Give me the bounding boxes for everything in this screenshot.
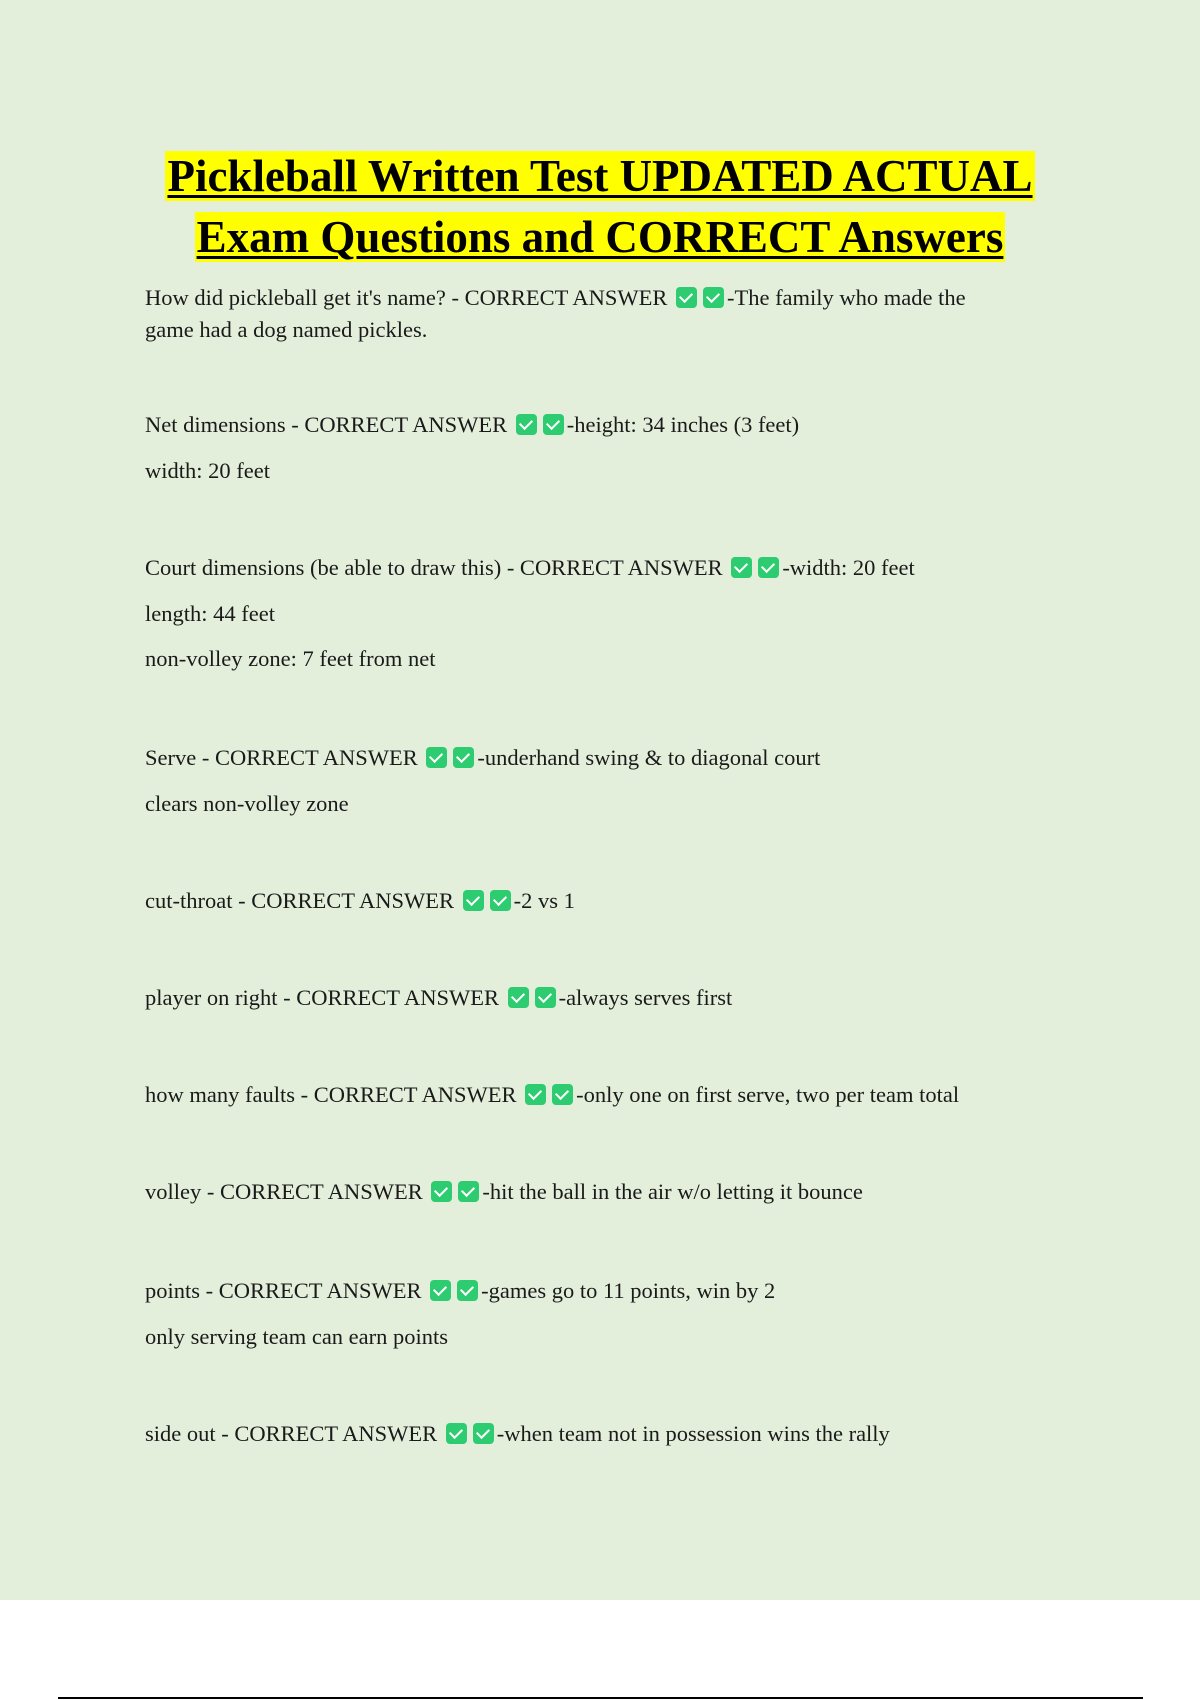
check-icon [458, 1181, 479, 1202]
answer-extra-line: only serving team can earn points [145, 1324, 449, 1349]
check-icon [758, 557, 779, 578]
question-text: points - CORRECT ANSWER [145, 1278, 422, 1303]
answer-text: -when team not in possession wins the rally [496, 1421, 890, 1446]
qa-item [145, 885, 575, 917]
answer-extra-line: clears non-volley zone [145, 791, 349, 816]
check-icon [516, 414, 537, 435]
qa-item [145, 1079, 959, 1111]
check-icon [525, 1084, 546, 1105]
title-line-2: Exam Questions and CORRECT Answers [196, 212, 1004, 262]
check-icon [731, 557, 752, 578]
qa-item [145, 282, 966, 346]
question-text: cut-throat - CORRECT ANSWER [145, 888, 454, 913]
qa-item [145, 1176, 863, 1208]
answer-text: -underhand swing & to diagonal court [477, 745, 821, 770]
check-icon [426, 747, 447, 768]
question-text: Net dimensions - CORRECT ANSWER [145, 412, 508, 437]
check-icon [703, 287, 724, 308]
footer-divider [58, 1697, 1143, 1699]
answer-text: -The family who made the [726, 285, 966, 310]
answer-continuation: game had a dog named pickles. [145, 317, 428, 342]
answer-text: -width: 20 feet [782, 555, 915, 580]
answer-text: -always serves first [558, 985, 733, 1010]
check-icon [543, 414, 564, 435]
check-icon [453, 747, 474, 768]
check-icon [473, 1423, 494, 1444]
check-icon [430, 1280, 451, 1301]
answer-text: -hit the ball in the air w/o letting it bounce [482, 1179, 863, 1204]
title-line-1: Pickleball Written Test UPDATED ACTUAL [167, 151, 1033, 201]
qa-item [145, 1418, 890, 1450]
qa-item [145, 742, 820, 820]
question-text: Serve - CORRECT ANSWER [145, 745, 418, 770]
document-title [0, 146, 1200, 268]
question-text: how many faults - CORRECT ANSWER [145, 1082, 517, 1107]
check-icon [535, 987, 556, 1008]
check-icon [463, 890, 484, 911]
answer-extra-line: non-volley zone: 7 feet from net [145, 646, 436, 671]
qa-item [145, 1275, 775, 1353]
answer-text: -height: 34 inches (3 feet) [566, 412, 800, 437]
question-text: How did pickleball get it's name? - CORRECT ANSWER [145, 285, 668, 310]
question-text: side out - CORRECT ANSWER [145, 1421, 438, 1446]
check-icon [431, 1181, 452, 1202]
qa-item [145, 552, 915, 675]
question-text: player on right - CORRECT ANSWER [145, 985, 499, 1010]
question-text: Court dimensions (be able to draw this) - CORRECT ANSWER [145, 555, 723, 580]
answer-extra-line: width: 20 feet [145, 458, 270, 483]
question-text: volley - CORRECT ANSWER [145, 1179, 423, 1204]
check-icon [490, 890, 511, 911]
check-icon [676, 287, 697, 308]
check-icon [508, 987, 529, 1008]
check-icon [552, 1084, 573, 1105]
qa-item [145, 409, 799, 487]
check-icon [446, 1423, 467, 1444]
answer-text: -only one on first serve, two per team total [576, 1082, 960, 1107]
answer-text: -games go to 11 points, win by 2 [481, 1278, 776, 1303]
check-icon [457, 1280, 478, 1301]
qa-item [145, 982, 732, 1014]
answer-extra-line: length: 44 feet [145, 601, 275, 626]
answer-text: -2 vs 1 [513, 888, 575, 913]
